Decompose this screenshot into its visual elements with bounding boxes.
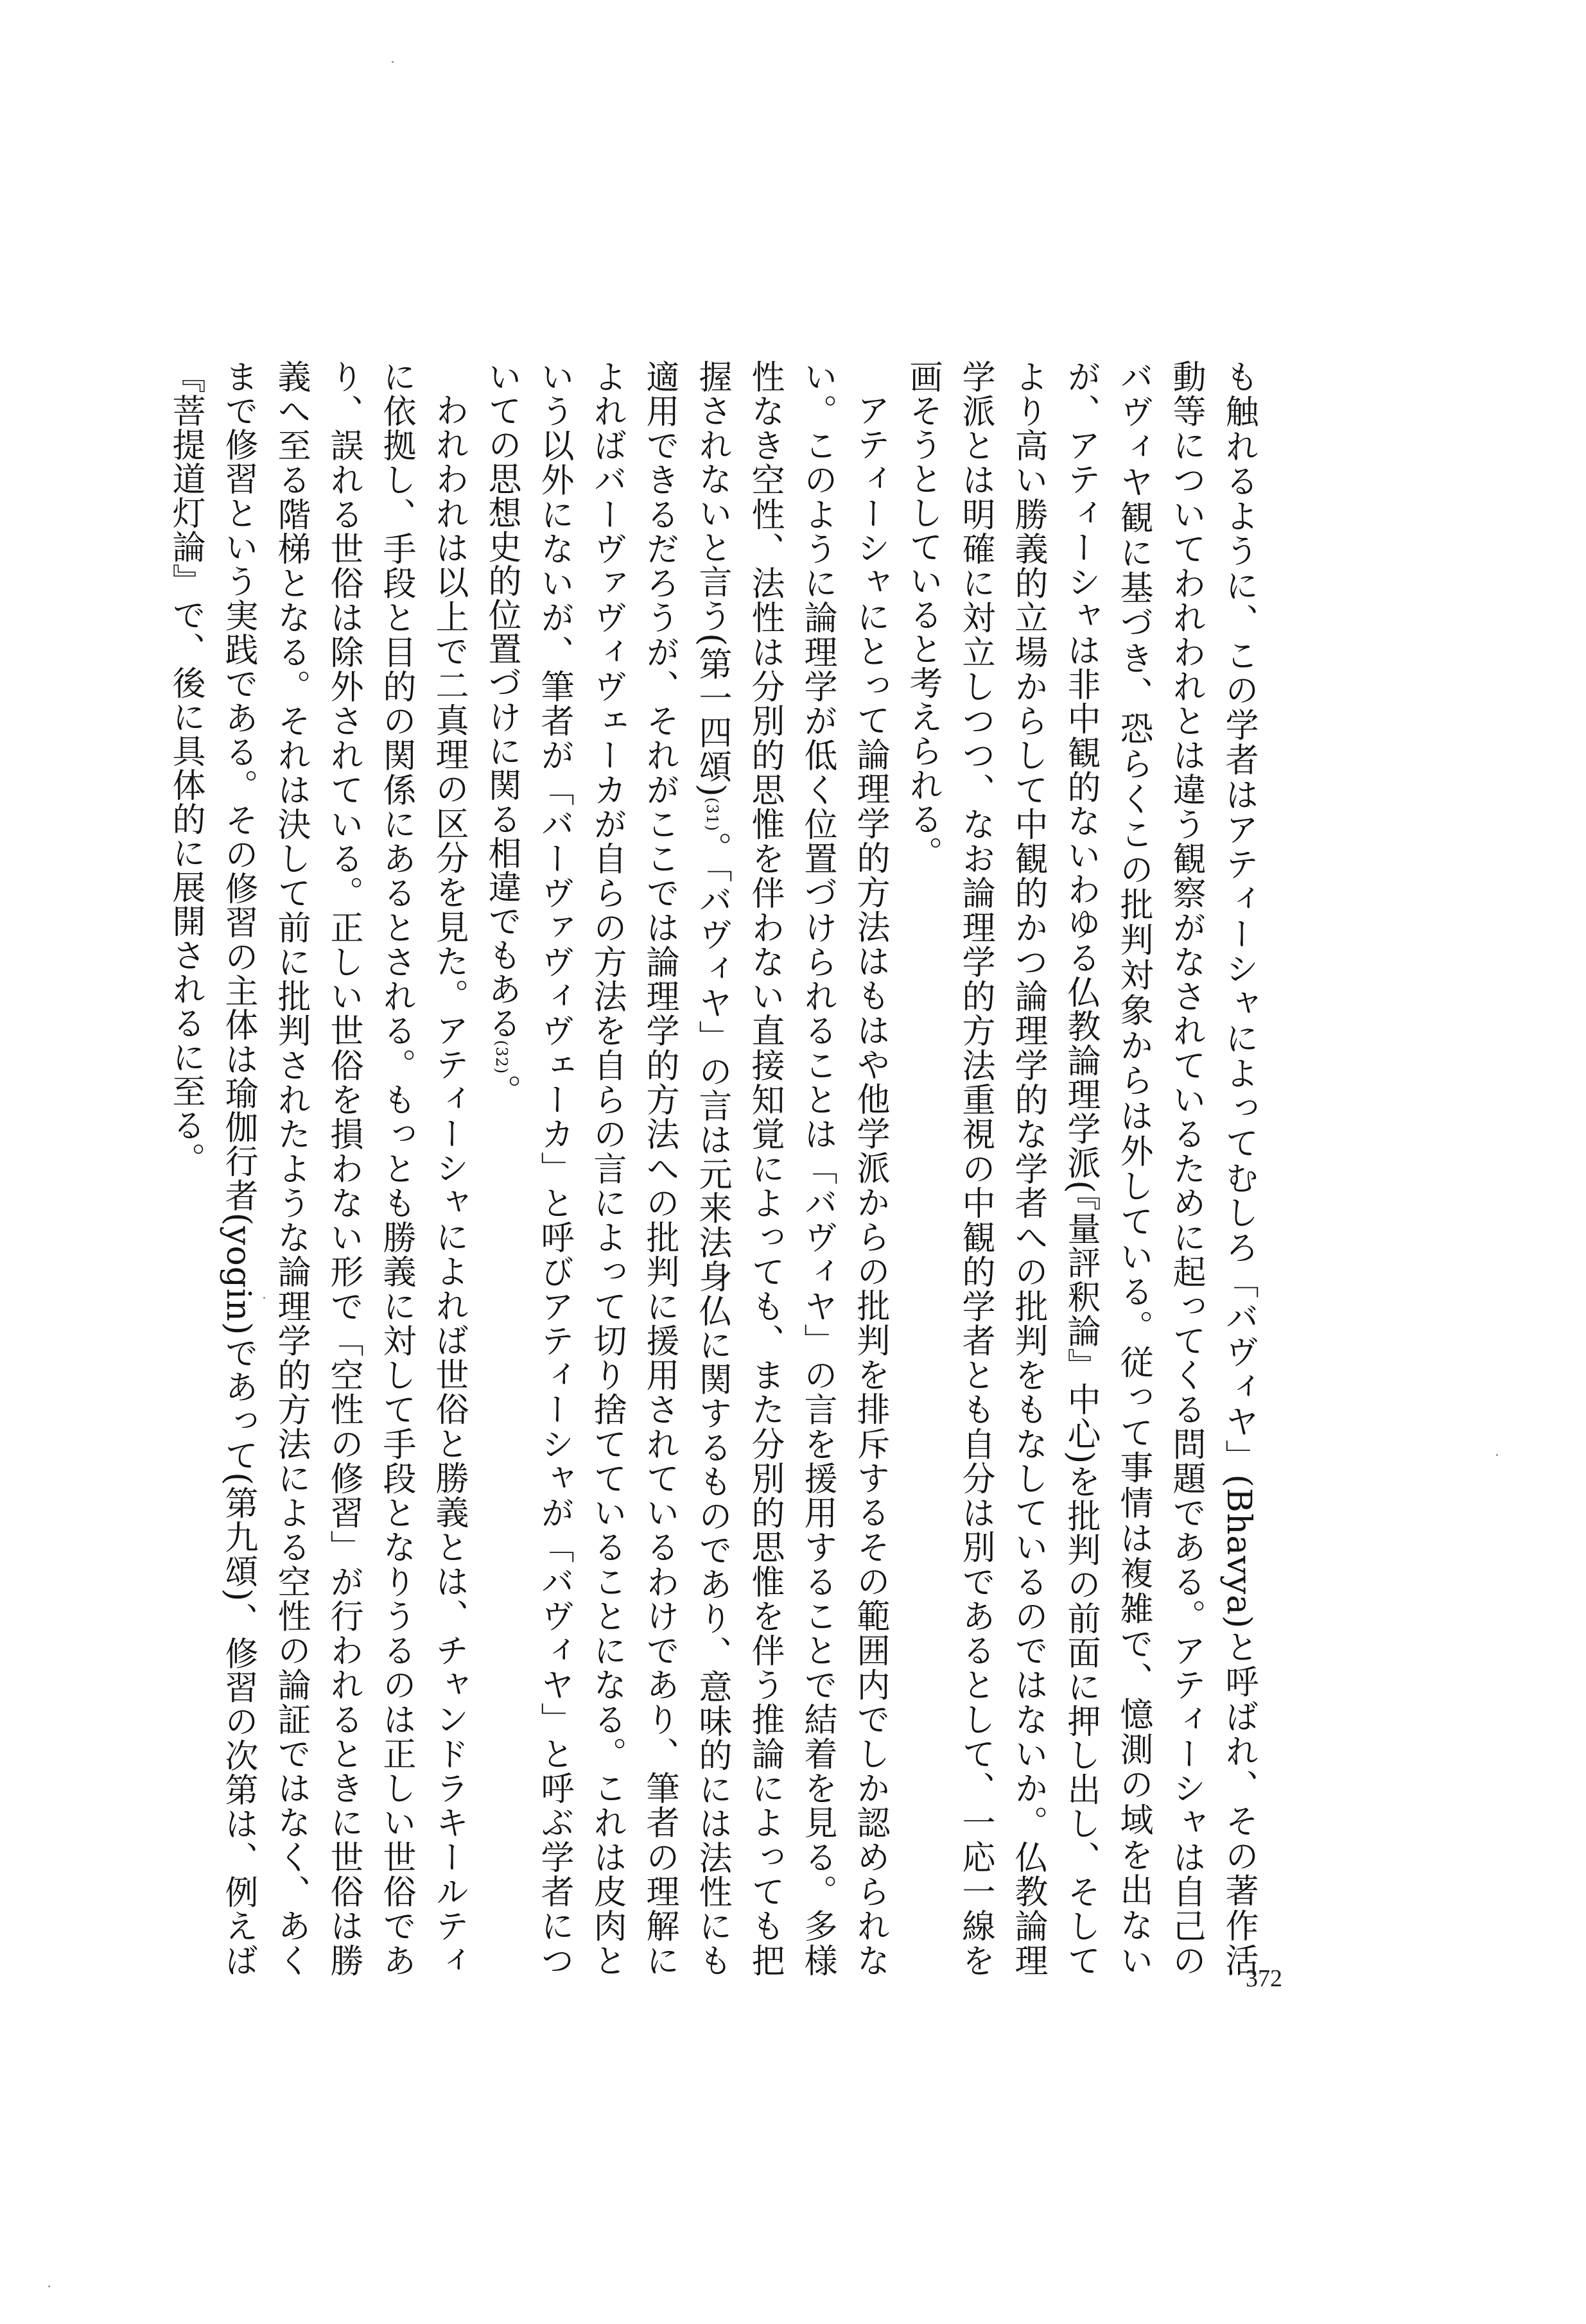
scan-speck [1496, 1454, 1498, 1456]
scan-speck [392, 61, 394, 63]
body-text [159, 360, 1265, 1977]
footnote-marker: (31) [703, 797, 721, 832]
paragraph-1: も触れるように、この学者はアティーシャによってむしろ「バヴィヤ」(Bhavya)と呼ばれ、その著作活動等についてわれわれとは違う観察がなされているために起ってくる問題である。アティーシャは自己のバヴィヤ観に基づき、恐らくこの批判対象からは外している。従って事情は複雑で、憶測の域を出ないが、アティーシャは非中観的ないわゆる仏教論理学派(『量評釈論』中心)を批判の前面に押し出し、そしてより高い勝義的立場からして中観的かつ論理学的な学者への批判をもなしているのではないか。仏教論理学派とは明確に対立しつつ、なお論理学的方法重視の中観的学者とも自分は別であるとして、一応一線を画そうとしていると考えられる。 [903, 360, 1258, 1977]
scan-speck [263, 1297, 265, 1299]
footnote-marker: (32) [492, 1040, 510, 1075]
paragraph-3: われわれは以上で二真理の区分を見た。アティーシャによれば世俗と勝義とは、チャンドラキールティに依拠し、手段と目的の関係にあるとされる。もっとも勝義に対して手段となりうるのは正しい世俗であり、誤れる世俗は除外されている。正しい世俗を損わない形で「空性の修習」が行われるときに世俗は勝義へ至る階梯となる。それは決して前に批判されたような論理学的方法による空性の論証ではなく、あくまで修習という実践である。その修習の主体は瑜伽行者(yogin)であって(第九頌)、修習の次第は、例えば『菩提道灯論』で、後に具体的に展開されるに至る。 [166, 360, 468, 1977]
page-number: 372 [1246, 1965, 1282, 1992]
paragraph-2: アティーシャにとって論理学的方法はもはや他学派からの批判を排斥するその範囲内でしか認められない。このように論理学が低く位置づけられることは「バヴィヤ」の言を援用することで結着を見る。多様性なき空性、法性は分別的思惟を伴わない直接知覚によっても、また分別的思惟を伴う推論によっても把握されないと言う(第一四頌)(31)。「バヴィヤ」の言は元来法身仏に関するものであり、意味的には法性にも適用できるだろうが、それがここでは論理学的方法への批判に援用されているわけであり、筆者の理解によればバーヴァヴィヴェーカが自らの方法を自らの言によって切り捨てていることになる。これは皮肉という以外にないが、筆者が「バーヴァヴィヴェーカ」と呼びアティーシャが「バヴィヤ」と呼ぶ学者についての思想史的位置づけに関る相違でもある(32)。 [482, 360, 889, 1977]
scan-speck [48, 2285, 50, 2287]
